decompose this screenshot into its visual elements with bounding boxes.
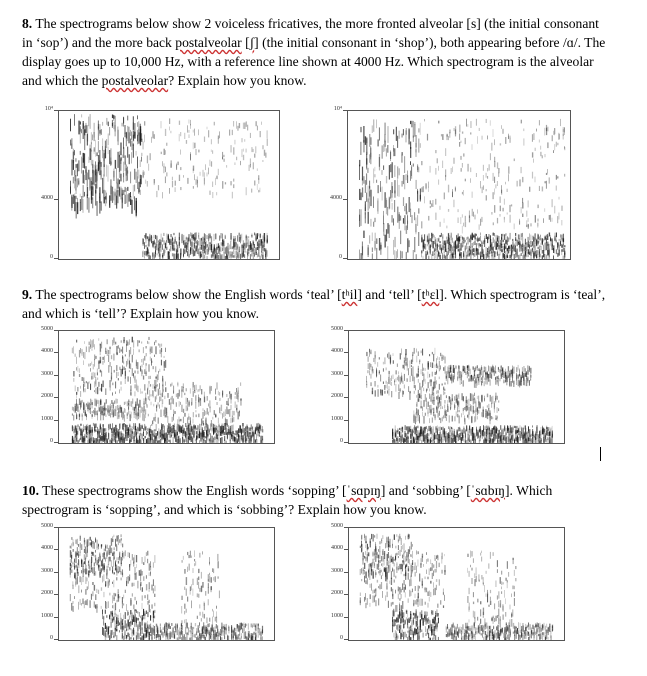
axis-tick-label: 10⁴ xyxy=(44,106,53,112)
spectrogram-image xyxy=(59,111,279,259)
axis-tick xyxy=(344,375,348,376)
axis-tick xyxy=(344,420,348,421)
axis-tick-label: 5000 xyxy=(331,523,343,529)
axis-tick xyxy=(54,572,58,573)
axis-tick-label: 2000 xyxy=(41,590,53,597)
axis-tick-label: 10⁴ xyxy=(333,106,342,112)
question-number: 8. xyxy=(22,16,33,31)
axis-tick-label: 0 xyxy=(50,438,53,444)
spectrogram-image xyxy=(59,528,274,640)
axis-tick-label: 3000 xyxy=(331,567,343,574)
axis-tick xyxy=(54,258,58,259)
spectrogram-8-left xyxy=(58,110,280,260)
spectrogram-9-right xyxy=(348,330,565,444)
spectrogram-10-left xyxy=(58,527,275,641)
axis-tick xyxy=(54,397,58,398)
question-number: 9. xyxy=(22,287,33,302)
axis-tick xyxy=(343,199,347,200)
axis-tick-label: 2000 xyxy=(331,590,343,597)
axis-tick xyxy=(344,639,348,640)
axis-tick-label: 5000 xyxy=(41,326,53,332)
spectrogram-image xyxy=(349,528,564,640)
axis-tick-label: 0 xyxy=(340,635,343,641)
spectrogram-image xyxy=(348,111,570,259)
question-10: 10. These spectrograms show the English words ‘sopping’ [ˈsɑpɪŋ] and ‘sobbing’ [ˈsɑbɪŋ]. Which spectrogram is ‘sopping’, and which is ‘sobbing’? Explain how you know. xyxy=(22,483,553,517)
axis-tick-label: 4000 xyxy=(330,194,342,201)
axis-tick-label: 5000 xyxy=(41,523,53,529)
axis-tick xyxy=(54,527,58,528)
axis-tick-label: 5000 xyxy=(331,326,343,332)
axis-tick xyxy=(344,352,348,353)
question-8: 8. The spectrograms below show 2 voiceless fricatives, the more fronted alveolar [s] (the initial consonant in ‘sop’) and the more back postalveolar [ʃ] (the initial consonant in ‘shop’), both appearing before /ɑ/. The display goes up to 10,000 Hz, with a reference line shown at 4000 Hz. Which spectrogram is the alveolar and which the postalveolar? Explain how you know. xyxy=(22,16,606,88)
axis-tick-label: 0 xyxy=(339,254,342,260)
axis-tick-label: 1000 xyxy=(331,415,343,422)
spectrogram-10-right xyxy=(348,527,565,641)
axis-tick xyxy=(54,352,58,353)
axis-tick-label: 1000 xyxy=(41,612,53,619)
axis-tick-label: 0 xyxy=(50,635,53,641)
axis-tick xyxy=(54,420,58,421)
axis-tick xyxy=(54,617,58,618)
question-9: 9. The spectrograms below show the English words ‘teal’ [tʰil] and ‘tell’ [tʰɛl]. Which spectrogram is ‘teal’, and which is ‘tell’? Explain how you know. xyxy=(22,287,606,321)
axis-tick-label: 4000 xyxy=(41,348,53,355)
axis-tick-label: 1000 xyxy=(41,415,53,422)
axis-tick-label: 4000 xyxy=(41,545,53,552)
axis-tick-label: 3000 xyxy=(41,370,53,377)
axis-tick xyxy=(343,258,347,259)
axis-tick xyxy=(344,572,348,573)
text-cursor-mark xyxy=(600,447,601,461)
axis-tick xyxy=(344,330,348,331)
axis-tick-label: 4000 xyxy=(331,348,343,355)
axis-tick-label: 3000 xyxy=(331,370,343,377)
axis-tick-label: 3000 xyxy=(41,567,53,574)
axis-tick xyxy=(54,110,58,111)
axis-tick-label: 2000 xyxy=(331,393,343,400)
axis-tick-label: 0 xyxy=(50,254,53,260)
axis-tick xyxy=(54,594,58,595)
axis-tick xyxy=(343,110,347,111)
question-number: 10. xyxy=(22,483,39,498)
axis-tick xyxy=(344,549,348,550)
axis-tick xyxy=(344,442,348,443)
axis-tick xyxy=(344,527,348,528)
axis-tick xyxy=(344,594,348,595)
axis-tick-label: 1000 xyxy=(331,612,343,619)
axis-tick xyxy=(54,375,58,376)
axis-tick xyxy=(54,639,58,640)
axis-tick xyxy=(344,397,348,398)
axis-tick xyxy=(54,442,58,443)
axis-tick xyxy=(54,330,58,331)
axis-tick-label: 4000 xyxy=(41,194,53,201)
spectrogram-9-left xyxy=(58,330,275,444)
axis-tick-label: 2000 xyxy=(41,393,53,400)
axis-tick xyxy=(54,199,58,200)
axis-tick-label: 0 xyxy=(340,438,343,444)
axis-tick-label: 4000 xyxy=(331,545,343,552)
axis-tick xyxy=(54,549,58,550)
axis-tick xyxy=(344,617,348,618)
spectrogram-8-right xyxy=(347,110,571,260)
spectrogram-image xyxy=(349,331,564,443)
spectrogram-image xyxy=(59,331,274,443)
